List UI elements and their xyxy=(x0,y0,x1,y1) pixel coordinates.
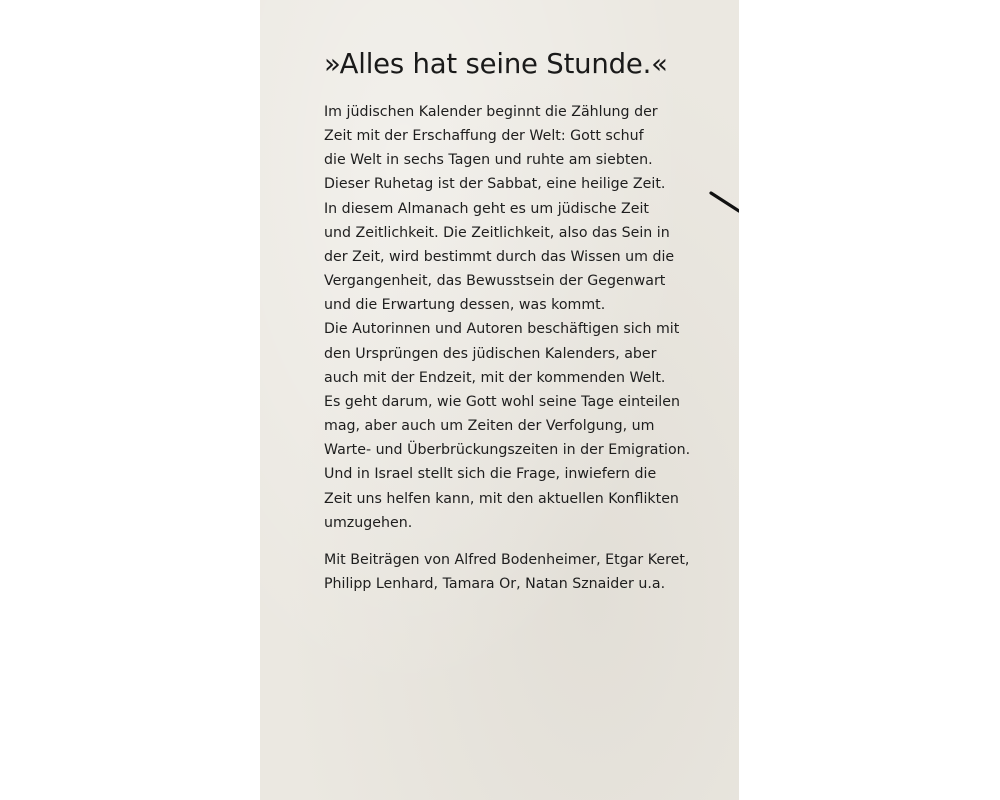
blurb-line: mag, aber auch um Zeiten der Verfolgung, um xyxy=(324,418,655,435)
blurb-line: Vergangenheit, das Bewusstsein der Gegenwart xyxy=(324,273,666,290)
blurb-line: Im jüdischen Kalender beginnt die Zählung der xyxy=(324,104,658,120)
blurb-line: Warte- und Überbrückungszeiten in der Emigration. xyxy=(324,442,691,459)
contributors-paragraph xyxy=(324,548,689,596)
cover-title: »Alles hat seine Stunde.« xyxy=(324,48,668,80)
blurb-line: Und in Israel stellt sich die Frage, inwiefern die xyxy=(324,466,657,483)
contributors-line: Philipp Lenhard, Tamara Or, Natan Sznaider u.a. xyxy=(324,576,666,592)
clock-hand-stroke xyxy=(709,186,739,216)
blurb-line: und Zeitlichkeit. Die Zeitlichkeit, also das Sein in xyxy=(324,224,670,241)
blurb-line: die Welt in sechs Tagen und ruhte am siebten. xyxy=(324,152,653,169)
blurb-line: Zeit uns helfen kann, mit den aktuellen Konflikten xyxy=(324,490,679,507)
blurb-line: Zeit mit der Erschaffung der Welt: Gott schuf xyxy=(324,128,644,145)
blurb-line: Es geht darum, wie Gott wohl seine Tage einteilen xyxy=(324,393,680,410)
blurb-line: der Zeit, wird bestimmt durch das Wissen um die xyxy=(324,248,675,265)
book-back-cover xyxy=(260,0,739,800)
blurb-line: den Ursprüngen des jüdischen Kalenders, aber xyxy=(324,345,657,362)
blurb-line: umzugehen. xyxy=(324,514,413,531)
blurb-line: Die Autorinnen und Autoren beschäftigen sich mit xyxy=(324,321,680,338)
blurb-line: In diesem Almanach geht es um jüdische Zeit xyxy=(324,200,649,217)
blurb-paragraph xyxy=(324,100,690,535)
contributors-line: Mit Beiträgen von Alfred Bodenheimer, Etgar Keret, xyxy=(324,552,690,568)
blurb-line: Dieser Ruhetag ist der Sabbat, eine heilige Zeit. xyxy=(324,176,666,193)
blurb-line: und die Erwartung dessen, was kommt. xyxy=(324,297,606,314)
blurb-line: auch mit der Endzeit, mit der kommenden Welt. xyxy=(324,369,666,386)
